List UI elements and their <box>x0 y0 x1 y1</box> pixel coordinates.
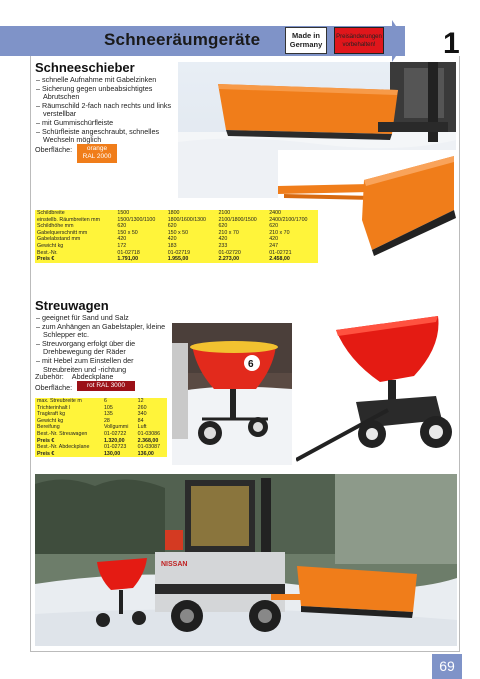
forklift-winter-photo <box>35 474 457 646</box>
table-row <box>35 451 167 458</box>
table-cell: 6 <box>103 398 107 404</box>
table-row-label: Schildhöhe mm <box>37 223 74 230</box>
table-cell: 01-02719 <box>167 249 191 256</box>
surface-value-line1: orange <box>86 145 108 152</box>
table-cell: 2400/2100/1700 <box>269 216 308 223</box>
table-cell: 210 x 70 <box>218 229 239 236</box>
made-in-line2: Germany <box>289 40 323 49</box>
table-cell: 01-02721 <box>269 249 292 256</box>
feature-item: – Streuvorgang erfolgt über die Drehbewegung der Räder <box>35 340 173 357</box>
table-cell: 84 <box>137 417 144 424</box>
table-cell: 210 x 70 <box>269 229 290 236</box>
table-cell: 2.458,00 <box>269 256 290 263</box>
table-cell: 150 x 50 <box>167 229 189 236</box>
table-cell: 1.791,00 <box>117 256 139 263</box>
price-badge-line1: Preisänderungen <box>336 34 382 40</box>
table-row-label: Bereifung <box>37 424 60 431</box>
table-row-label: Preis € <box>37 256 55 263</box>
feature-item: – schnelle Aufnahme mit Gabelzinken <box>35 76 173 85</box>
table-row <box>35 444 167 451</box>
table-row-label: Best.-Nr. Streuwagen <box>37 430 88 437</box>
accessory-value: Abdeckplane <box>71 372 114 381</box>
table-row <box>35 223 318 230</box>
table-row-label: Preis € <box>37 437 55 444</box>
table-cell: 1500/1300/1100 <box>117 216 156 223</box>
table-row-label: Gewicht kg <box>37 242 64 249</box>
table-cell: 1500 <box>117 210 130 216</box>
schneeschieber-spec-table <box>35 210 318 263</box>
table-row-label: einstellb. Räumbreiten mm <box>37 216 100 223</box>
table-cell: 130,00 <box>103 450 121 457</box>
made-in-germany-badge <box>285 27 327 54</box>
table-row <box>35 405 167 412</box>
table-cell: 233 <box>218 242 228 249</box>
price-change-badge <box>334 27 384 54</box>
spreader-in-snow-photo <box>172 323 292 465</box>
feature-item: – Schürfleiste angeschraubt, schnelles Wechseln möglich <box>35 128 173 145</box>
table-row <box>35 411 167 418</box>
table-row <box>35 217 318 224</box>
table-cell: 620 <box>117 223 127 230</box>
table-cell: 135 <box>103 411 113 418</box>
table-cell: 01-02722 <box>103 430 127 437</box>
table-row <box>35 398 167 405</box>
table-row-label: Gewicht kg <box>37 417 64 424</box>
table-cell: 01-03086 <box>137 430 161 437</box>
table-row-label: Best.-Nr. Abdeckplane <box>37 444 90 451</box>
table-cell: 260 <box>137 404 147 411</box>
table-row <box>35 431 167 438</box>
price-badge-line2: vorbehalten! <box>342 42 376 48</box>
table-cell: 1.955,00 <box>167 256 189 263</box>
table-cell: 28 <box>103 417 110 424</box>
table-row <box>35 230 318 237</box>
table-cell: 420 <box>269 236 279 243</box>
table-cell: 172 <box>117 242 127 249</box>
table-cell: 2.273,00 <box>218 256 240 263</box>
table-row-label: Trichterinhalt l <box>37 404 71 411</box>
table-cell: 420 <box>117 236 127 243</box>
table-row <box>35 210 318 217</box>
table-cell: 420 <box>218 236 228 243</box>
feature-item: – mit Gummischürfleiste <box>35 119 173 128</box>
table-cell: 620 <box>269 223 279 230</box>
table-cell: 247 <box>269 242 279 249</box>
surface-label: Oberfläche: <box>35 383 73 392</box>
table-cell: 2.368,00 <box>137 437 159 444</box>
surface-label: Oberfläche: <box>35 145 73 154</box>
table-row <box>35 256 318 263</box>
table-cell: 1800 <box>167 210 180 216</box>
table-row-label: Tragkraft kg <box>37 411 66 418</box>
table-cell: 183 <box>167 242 177 249</box>
schneeschieber-title: Schneeschieber <box>35 60 135 75</box>
table-cell: 01-02720 <box>218 249 241 256</box>
table-cell: 340 <box>137 411 147 418</box>
streuwagen-spec-table <box>35 398 167 457</box>
accessory-label <box>35 372 113 381</box>
table-cell: 420 <box>167 236 177 243</box>
table-cell: 1800/1600/1300 <box>167 216 206 223</box>
spreader-number: 6 <box>248 359 254 370</box>
forklift-brand-text: NISSAN <box>161 561 188 568</box>
schneeschieber-features <box>35 76 173 145</box>
table-cell: 620 <box>218 223 228 230</box>
streuwagen-features <box>35 314 173 374</box>
table-row-label: Best.-Nr. <box>37 249 58 256</box>
table-cell: 01-03087 <box>137 444 161 451</box>
table-cell: Vollgummi <box>103 424 129 431</box>
table-row-label: Preis € <box>37 450 55 457</box>
table-cell: 2100 <box>218 210 231 216</box>
table-cell: 2400 <box>269 210 281 216</box>
table-row-label: max. Streubreite m <box>37 398 82 404</box>
surface-color-chip-orange <box>77 144 117 163</box>
page-title: Schneeräumgeräte <box>104 30 261 49</box>
table-cell: 2100/1800/1500 <box>218 216 257 223</box>
table-row-label: Gabelquerschnitt mm <box>37 229 88 236</box>
table-cell: 105 <box>103 404 113 411</box>
feature-item: – Sicherung gegen unbeabsichtigtes Abrutschen <box>35 85 173 102</box>
table-cell: 12 <box>137 398 144 404</box>
surface-color-chip-red: rot RAL 3000 <box>77 381 135 391</box>
page-number: 69 <box>432 654 462 679</box>
surface-value-line2: RAL 2000 <box>82 153 112 160</box>
table-row <box>35 418 167 425</box>
accessory-label-text: Zubehör: <box>35 372 64 381</box>
table-row <box>35 424 167 431</box>
feature-item: – Räumschild 2-fach nach rechts und links verstellbar <box>35 102 173 119</box>
table-row-label: Schildbreite <box>37 210 65 216</box>
feature-item: – zum Anhängen an Gabelstapler, kleine Schlepper etc. <box>35 323 173 340</box>
chapter-number: 1 <box>443 27 460 60</box>
table-row <box>35 438 167 445</box>
table-row <box>35 250 318 257</box>
spreader-product-photo <box>296 310 458 470</box>
feature-item: – mit Hebel zum Einstellen der Streubreiten und -richtung <box>35 357 173 374</box>
table-cell: 620 <box>167 223 177 230</box>
made-in-line1: Made in <box>292 31 320 40</box>
spec-table-body <box>35 398 167 457</box>
table-row-label: Gabelabstand mm <box>37 236 81 243</box>
table-cell: 01-02723 <box>103 444 127 451</box>
table-cell: 01-02718 <box>117 249 140 256</box>
table-cell: Luft <box>137 424 147 431</box>
spec-table-body <box>35 210 318 263</box>
table-cell: 1.320,00 <box>103 437 125 444</box>
table-row <box>35 236 318 243</box>
streuwagen-title: Streuwagen <box>35 298 109 313</box>
feature-item: – geeignet für Sand und Salz <box>35 314 173 323</box>
table-cell: 136,00 <box>137 450 154 457</box>
table-cell: 150 x 50 <box>117 229 138 236</box>
table-row <box>35 243 318 250</box>
